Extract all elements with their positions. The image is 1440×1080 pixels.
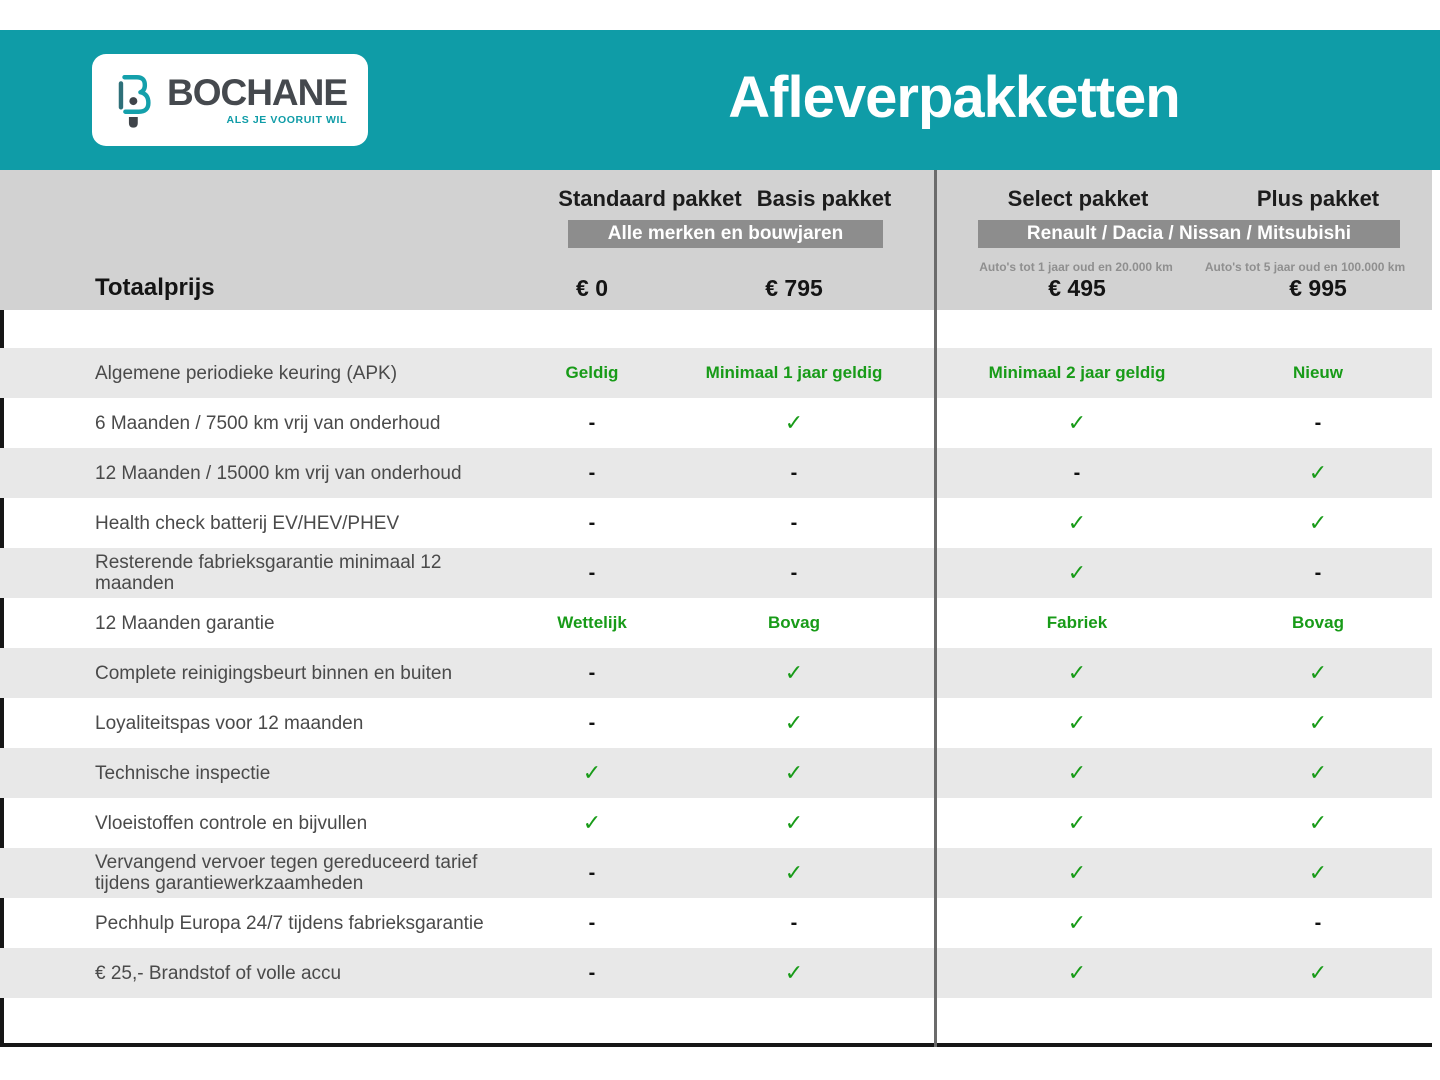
dash-mark: - [588, 911, 596, 934]
spacer-row [0, 310, 1432, 348]
value-cell-plus [1219, 363, 1417, 383]
value-cell-standaard [495, 363, 689, 383]
value-cell-plus [1219, 659, 1417, 685]
value-cell-standaard [495, 513, 689, 534]
check-icon: ✓ [784, 409, 804, 435]
dash-mark: - [1314, 561, 1322, 584]
value-cell-basis [689, 513, 899, 534]
table-row [0, 498, 1432, 548]
feature-label: Algemene periodieke keuring (APK) [95, 362, 398, 384]
check-icon: ✓ [1067, 959, 1087, 985]
feature-label: Vervangend vervoer tegen gereduceerd tarief tijdens garantiewerkzaamheden [95, 852, 478, 894]
feature-label: Health check batterij EV/HEV/PHEV [95, 512, 400, 534]
check-icon: ✓ [1308, 809, 1328, 835]
value-cell-plus [1219, 959, 1417, 985]
column-group-divider [934, 170, 937, 1047]
value-cell-standaard [495, 613, 689, 633]
value-cell-standaard [495, 413, 689, 434]
feature-label: Vloeistoffen controle en bijvullen [95, 812, 368, 834]
value-cell-standaard [495, 563, 689, 584]
table-row [0, 848, 1432, 898]
value-cell-select [935, 959, 1219, 985]
table-row [0, 898, 1432, 948]
banner-renault-group: Renault / Dacia / Nissan / Mitsubishi [978, 220, 1400, 248]
feature-label: Complete reinigingsbeurt binnen en buiten [95, 662, 453, 684]
table-body-rows [0, 348, 1432, 998]
check-icon: ✓ [1067, 509, 1087, 535]
dash-mark: - [1314, 911, 1322, 934]
value-cell-select [935, 809, 1219, 835]
table-row [0, 648, 1432, 698]
table-row [0, 548, 1432, 598]
value-cell-standaard [495, 663, 689, 684]
feature-label: 12 Maanden / 15000 km vrij van onderhoud [95, 462, 462, 484]
table-row [0, 698, 1432, 748]
dash-mark: - [588, 511, 596, 534]
value-cell-plus [1219, 459, 1417, 485]
check-icon: ✓ [1067, 809, 1087, 835]
value-cell-select [935, 509, 1219, 535]
header-banner [0, 30, 1440, 170]
value-text: Minimaal 2 jaar geldig [988, 363, 1166, 382]
value-cell-select [935, 909, 1219, 935]
check-icon: ✓ [1067, 409, 1087, 435]
value-cell-select [935, 409, 1219, 435]
table-row [0, 598, 1432, 648]
value-cell-select [935, 559, 1219, 585]
feature-label: Resterende fabrieksgarantie minimaal 12 maanden [95, 552, 442, 594]
value-cell-select [935, 613, 1219, 633]
check-icon: ✓ [784, 859, 804, 885]
column-header-basis: Basis pakket [756, 186, 892, 211]
table-row [0, 398, 1432, 448]
value-cell-plus [1219, 709, 1417, 735]
check-icon: ✓ [784, 709, 804, 735]
value-cell-standaard [495, 913, 689, 934]
banner-all-brands: Alle merken en bouwjaren [568, 220, 883, 248]
feature-label: € 25,- Brandstof of volle accu [95, 962, 342, 984]
value-cell-basis [689, 409, 899, 435]
value-cell-plus [1219, 809, 1417, 835]
value-cell-standaard [495, 963, 689, 984]
value-cell-basis [689, 759, 899, 785]
dash-mark: - [588, 411, 596, 434]
value-cell-basis [689, 959, 899, 985]
value-cell-select [935, 859, 1219, 885]
price-standaard: € 0 [576, 275, 608, 301]
value-cell-plus [1219, 413, 1417, 434]
value-cell-standaard [495, 713, 689, 734]
bochane-logo [92, 54, 368, 146]
check-icon: ✓ [1308, 959, 1328, 985]
price-basis: € 795 [765, 275, 823, 301]
table-row [0, 448, 1432, 498]
table-body [0, 310, 1432, 1047]
check-icon: ✓ [1308, 659, 1328, 685]
check-icon: ✓ [1067, 659, 1087, 685]
value-cell-select [935, 759, 1219, 785]
bochane-logo-icon [113, 66, 159, 138]
column-header-standaard: Standaard pakket [558, 186, 742, 211]
dash-mark: - [1314, 411, 1322, 434]
bochane-logo-text [167, 74, 347, 126]
table-row [0, 798, 1432, 848]
column-header-select: Select pakket [1007, 186, 1149, 211]
value-cell-plus [1219, 509, 1417, 535]
dash-mark: - [790, 911, 798, 934]
value-text: Bovag [1292, 613, 1344, 632]
dash-mark: - [588, 561, 596, 584]
value-cell-plus [1219, 613, 1417, 633]
value-cell-plus [1219, 859, 1417, 885]
total-price-label: Totaalprijs [95, 274, 215, 301]
value-cell-basis [689, 913, 899, 934]
check-icon: ✓ [1067, 559, 1087, 585]
value-cell-standaard [495, 809, 689, 835]
check-icon: ✓ [1067, 709, 1087, 735]
check-icon: ✓ [1067, 909, 1087, 935]
dash-mark: - [588, 711, 596, 734]
table-row [0, 948, 1432, 998]
value-cell-basis [689, 613, 899, 633]
dash-mark: - [588, 861, 596, 884]
feature-label: Pechhulp Europa 24/7 tijdens fabrieksgarantie [95, 912, 484, 934]
value-cell-basis [689, 463, 899, 484]
feature-label: Loyaliteitspas voor 12 maanden [95, 712, 364, 734]
dash-mark: - [588, 961, 596, 984]
dash-mark: - [790, 461, 798, 484]
value-cell-basis [689, 659, 899, 685]
value-cell-plus [1219, 759, 1417, 785]
check-icon: ✓ [1308, 759, 1328, 785]
value-cell-standaard [495, 863, 689, 884]
dash-mark: - [588, 661, 596, 684]
price-plus: € 995 [1289, 275, 1347, 301]
check-icon: ✓ [784, 659, 804, 685]
check-icon: ✓ [1308, 509, 1328, 535]
page-title: Afleverpakketten [728, 64, 1180, 130]
value-cell-select [935, 659, 1219, 685]
check-icon: ✓ [784, 809, 804, 835]
brand-name: BOCHANE [166, 72, 348, 113]
dash-mark: - [588, 461, 596, 484]
value-cell-plus [1219, 563, 1417, 584]
value-cell-basis [689, 709, 899, 735]
feature-label: 6 Maanden / 7500 km vrij van onderhoud [95, 412, 441, 434]
table-row [0, 748, 1432, 798]
value-cell-standaard [495, 463, 689, 484]
check-icon: ✓ [1308, 459, 1328, 485]
dash-mark: - [790, 511, 798, 534]
value-text: Wettelijk [557, 613, 627, 632]
value-cell-standaard [495, 759, 689, 785]
check-icon: ✓ [784, 759, 804, 785]
packages-table [0, 170, 1432, 1047]
subcaption-select: Auto's tot 1 jaar oud en 20.000 km [979, 260, 1173, 274]
feature-label: Technische inspectie [95, 762, 271, 784]
value-text: Fabriek [1046, 613, 1108, 632]
value-cell-basis [689, 859, 899, 885]
dash-mark: - [1073, 461, 1081, 484]
value-cell-basis [689, 563, 899, 584]
check-icon: ✓ [582, 809, 602, 835]
column-header-plus: Plus pakket [1256, 186, 1380, 211]
value-cell-plus [1219, 913, 1417, 934]
table-row [0, 348, 1432, 398]
dash-mark: - [790, 561, 798, 584]
brand-tagline: ALS JE VOORUIT WIL [226, 114, 348, 126]
value-text: Bovag [768, 613, 820, 632]
column-headers [0, 170, 1432, 310]
value-text: Nieuw [1292, 363, 1344, 382]
value-cell-select [935, 463, 1219, 484]
subcaption-plus: Auto's tot 5 jaar oud en 100.000 km [1204, 260, 1406, 274]
check-icon: ✓ [582, 759, 602, 785]
price-select: € 495 [1048, 275, 1106, 301]
check-icon: ✓ [1308, 859, 1328, 885]
value-cell-basis [689, 809, 899, 835]
check-icon: ✓ [784, 959, 804, 985]
value-text: Minimaal 1 jaar geldig [705, 363, 883, 382]
value-cell-basis [689, 363, 899, 383]
value-text: Geldig [565, 363, 619, 382]
check-icon: ✓ [1308, 709, 1328, 735]
value-cell-select [935, 709, 1219, 735]
check-icon: ✓ [1067, 759, 1087, 785]
check-icon: ✓ [1067, 859, 1087, 885]
feature-label: 12 Maanden garantie [95, 612, 275, 634]
value-cell-select [935, 363, 1219, 383]
